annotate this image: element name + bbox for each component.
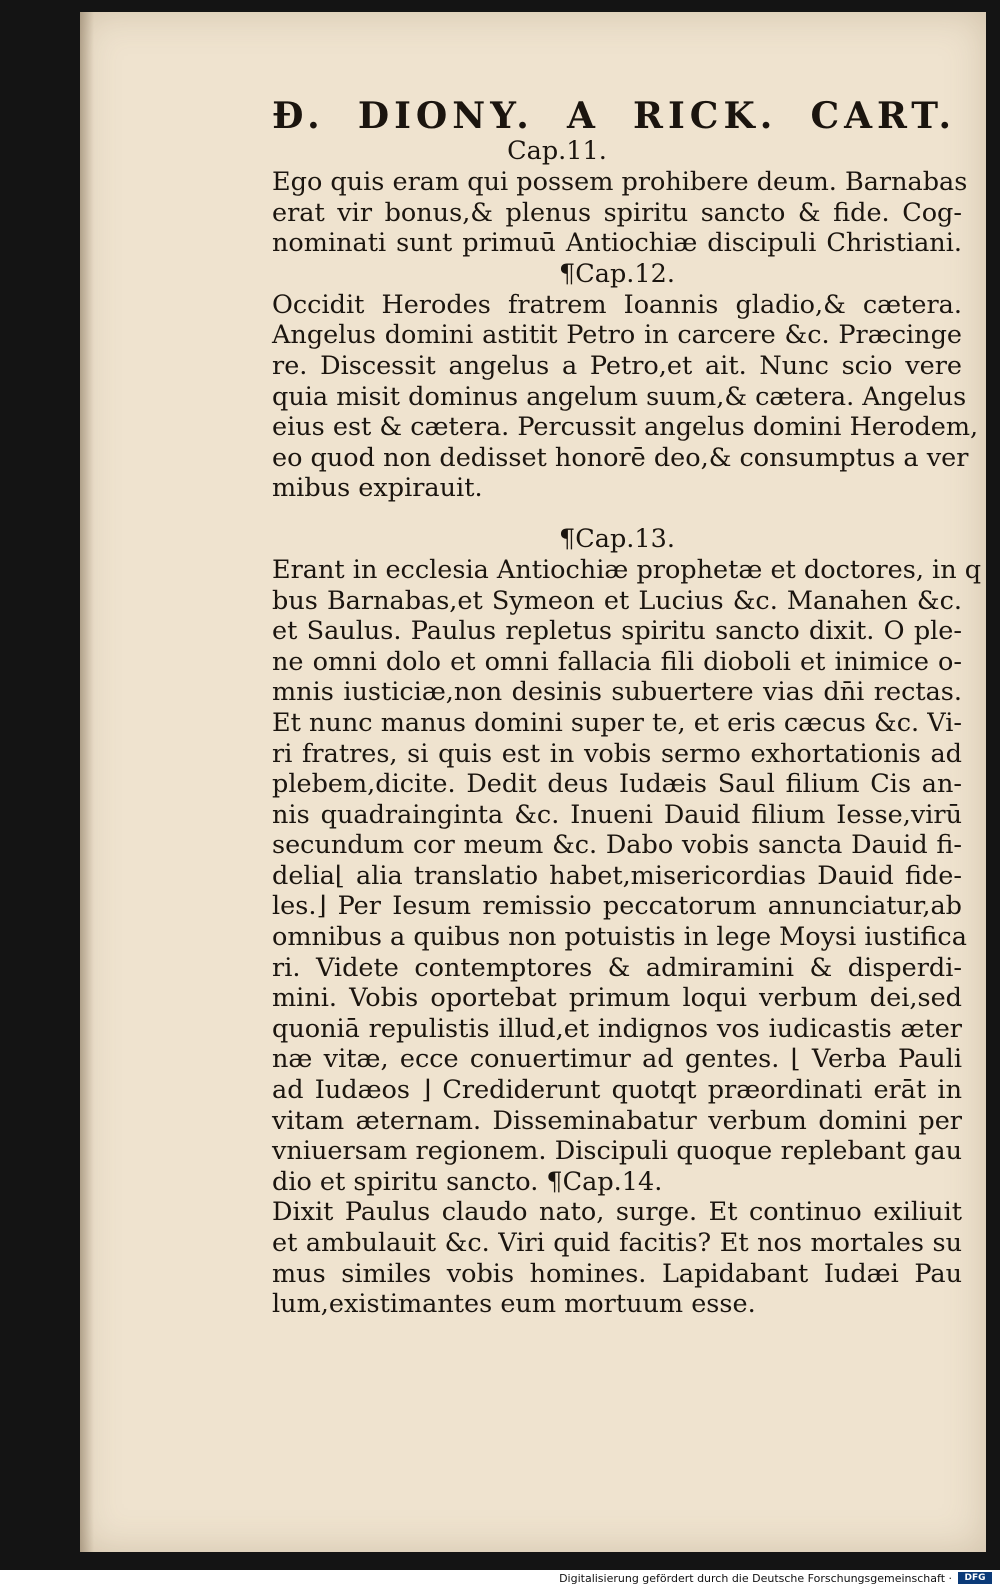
text-line: Et nunc manus domini super te, et eris cæcus &c. Vi- [272, 707, 962, 738]
text-line: ri. Videte contemptores & admiramini & disperdi- [272, 952, 962, 983]
text-line: ri fratres, si quis est in vobis sermo exhortationis ad [272, 738, 962, 769]
text-line: vitam æternam. Disseminabatur verbum domini per [272, 1105, 962, 1136]
digitization-footer [0, 1570, 1000, 1587]
text-line: re. Discessit angelus a Petro,et ait. Nunc scio vere [272, 350, 962, 381]
text-line: delia⌊ alia translatio habet,misericordias Dauid fide- [272, 860, 962, 891]
text-line: lum,existimantes eum mortuum esse. [272, 1289, 756, 1320]
footer-credit: Digitalisierung gefördert durch die Deutsche Forschungsgemeinschaft · [559, 1572, 952, 1585]
text-line: næ vitæ, ecce conuertimur ad gentes. ⌊ Verba Pauli [272, 1044, 962, 1075]
text-line: Dixit Paulus claudo nato, surge. Et continuo exiliuit [272, 1197, 962, 1228]
running-head [272, 96, 956, 136]
text-line: et Saulus. Paulus repletus spiritu sancto dixit. O ple- [272, 616, 962, 647]
running-head-word: A [566, 95, 600, 137]
page-gutter-shadow [80, 12, 94, 1552]
text-line: quoniā repulistis illud,et indignos vos iudicastis æter [272, 1013, 962, 1044]
dfg-logo: DFG [958, 1572, 992, 1584]
text-line: mibus expirauit. [272, 473, 483, 504]
text-line: erat vir bonus,& plenus spiritu sancto & fide. Cog- [272, 197, 962, 228]
text-line: nominati sunt primuū Antiochiæ discipuli Christiani. [272, 228, 962, 259]
chapter-heading: ¶Cap.13. [559, 523, 675, 554]
text-line: Angelus domini astitit Petro in carcere &c. Præcinge [272, 320, 962, 351]
text-line: secundum cor meum &c. Dabo vobis sancta Dauid fi- [272, 830, 962, 861]
text-line: vniuersam regionem. Discipuli quoque replebant gau [272, 1136, 962, 1167]
text-line: nis quadrainginta &c. Inueni Dauid filium Iesse,virū [272, 799, 962, 830]
text-line: ne omni dolo et omni fallacia fili dioboli et inimice o- [272, 646, 962, 677]
text-line: dio et spiritu sancto. ¶Cap.14. [272, 1166, 663, 1197]
text-line: plebem,dicite. Dedit deus Iudæis Saul filium Cis an- [272, 769, 962, 800]
text-line: Erant in ecclesia Antiochiæ prophetæ et doctores, in q [272, 554, 982, 585]
running-head-word: CART. [810, 95, 956, 137]
text-line: et ambulauit &c. Viri quid facitis? Et nos mortales su [272, 1228, 962, 1258]
text-line: bus Barnabas,et Symeon et Lucius &c. Manahen &c. [272, 585, 962, 616]
text-line: mus similes vobis homines. Lapidabant Iudæi Pau [272, 1258, 962, 1289]
text-line: Ego quis eram qui possem prohibere deum. Barnabas [272, 167, 968, 197]
chapter-heading: ¶Cap.12. [559, 258, 675, 289]
text-line: Occidit Herodes fratrem Ioannis gladio,& cætera. [272, 289, 962, 320]
text-line: eo quod non dedisset honorē deo,& consumptus a ver [272, 442, 969, 473]
running-head-word: RICK. [633, 95, 778, 137]
chapter-heading: Cap.11. [507, 136, 607, 166]
running-head-word: DIONY. [357, 95, 534, 137]
text-line: ad Iudæos ⌋ Crediderunt quotqt præordinati erāt in [272, 1075, 962, 1106]
section-gap [272, 504, 962, 524]
text-line: quia misit dominus angelum suum,& cætera. Angelus [272, 381, 967, 412]
text-line: mini. Vobis oportebat primum loqui verbum dei,sed [272, 983, 962, 1014]
running-head-word: Ð. [272, 95, 325, 137]
text-line: mnis iusticiæ,non desinis subuertere vias dn̄i rectas. [272, 677, 962, 708]
text-line: eius est & cætera. Percussit angelus domini Herodem, [272, 412, 979, 443]
text-line: omnibus a quibus non potuistis in lege Moysi iustifica [272, 922, 967, 953]
page-text [272, 95, 982, 1320]
text-line: les.⌋ Per Iesum remissio peccatorum annunciatur,ab [272, 891, 962, 922]
